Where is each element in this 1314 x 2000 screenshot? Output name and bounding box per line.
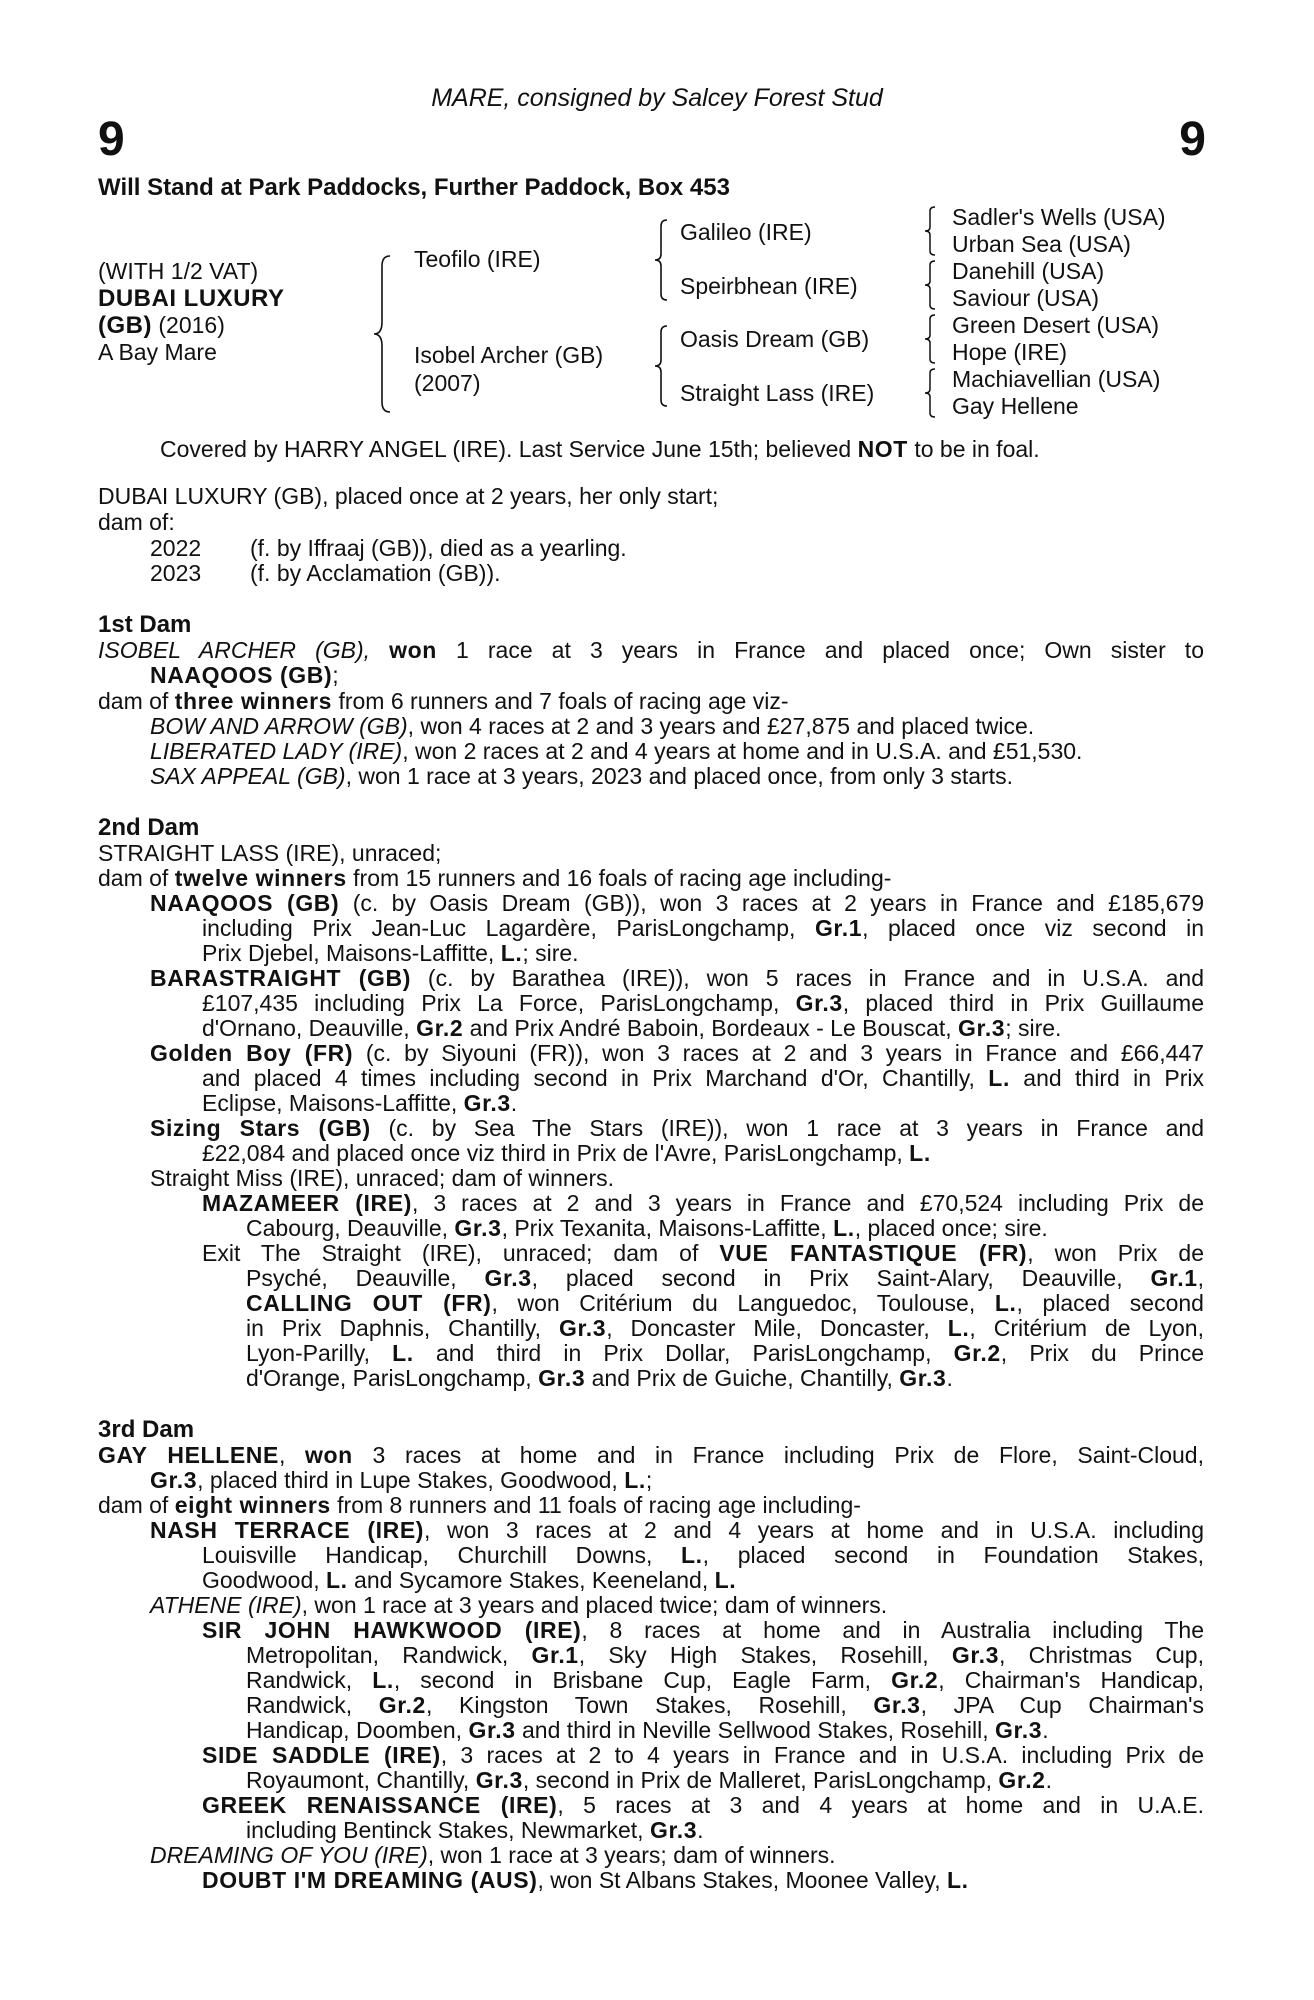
record-barastraight: BARASTRAIGHT (GB) (c. by Barathea (IRE)), won 5 races in France and in U.S.A. and [150, 965, 1205, 991]
record-line: CALLING OUT (FR), won Critérium du Languedoc, Toulouse, L., placed second [246, 1290, 1204, 1316]
record-side-saddle: SIDE SADDLE (IRE), 3 races at 2 to 4 years in France and in U.S.A. including Prix de [202, 1742, 1204, 1768]
pedigree-brace-main [370, 254, 394, 414]
first-dam-foal: BOW AND ARROW (GB), won 4 races at 2 and 3 years and £27,875 and placed twice. [150, 713, 1035, 739]
ped-sds: Danehill (USA) [952, 258, 1105, 284]
dam: Isobel Archer (GB) [414, 342, 604, 368]
record-greek-renaissance: GREEK RENAISSANCE (IRE), 5 races at 3 and 4 years at home and in U.A.E. [202, 1792, 1204, 1818]
record-line: Handicap, Doomben, Gr.3 and third in Neville Sellwood Stakes, Rosehill, Gr.3. [246, 1717, 1049, 1743]
dam-year: (2007) [414, 370, 481, 396]
first-dam-sister: NAAQOOS (GB); [150, 662, 339, 688]
vat-note: (WITH 1/2 VAT) [98, 258, 259, 284]
produce-year: 2022 [150, 535, 202, 561]
horse-identity [98, 258, 284, 366]
record-dreaming-of-you: DREAMING OF YOU (IRE), won 1 race at 3 years; dam of winners. [150, 1842, 836, 1868]
produce-text: (f. by Iffraaj (GB)), died as a yearling. [250, 535, 627, 561]
not-emphasis: NOT [857, 436, 908, 462]
horse-description: A Bay Mare [98, 339, 217, 365]
produce-year: 2023 [150, 560, 202, 586]
record-line: £22,084 and placed once viz third in Prix de l'Avre, ParisLongchamp, L. [202, 1140, 931, 1166]
record-line: including Bentinck Stakes, Newmarket, Gr.3. [246, 1817, 704, 1843]
record-golden-boy: Golden Boy (FR) (c. by Siyouni (FR)), won 3 races at 2 and 3 years in France and £66,447 [150, 1040, 1204, 1066]
covered-note: Covered by HARRY ANGEL (IRE). Last Service June 15th; believed NOT to be in foal. [160, 436, 1040, 462]
third-dam-heading: 3rd Dam [98, 1416, 195, 1443]
record-line: Goodwood, L. and Sycamore Stakes, Keeneland, L. [202, 1567, 737, 1593]
horse-year: (2016) [151, 312, 225, 338]
sire: Teofilo (IRE) [414, 246, 541, 272]
ped-dsd: Hope (IRE) [952, 339, 1068, 365]
produce-intro: DUBAI LUXURY (GB), placed once at 2 years, her only start; [98, 483, 719, 509]
third-dam-damof: dam of eight winners from 8 runners and 11 foals of racing age including- [98, 1492, 861, 1518]
record-nash-terrace: NASH TERRACE (IRE), won 3 races at 2 and 4 years at home and in U.S.A. including [150, 1517, 1204, 1543]
horse-country: (GB) [98, 312, 152, 339]
first-dam-foal: SAX APPEAL (GB), won 1 race at 3 years, 2023 and placed once, from only 3 starts. [150, 763, 1013, 789]
record-line: Randwick, Gr.2, Kingston Town Stakes, Rosehill, Gr.3, JPA Cup Chairman's [246, 1692, 1204, 1718]
record-line: in Prix Daphnis, Chantilly, Gr.3, Doncaster Mile, Doncaster, L., Critérium de Lyon, [246, 1315, 1204, 1341]
record-line: d'Orange, ParisLongchamp, Gr.3 and Prix de Guiche, Chantilly, Gr.3. [246, 1365, 953, 1391]
horse-name: DUBAI LUXURY [98, 285, 285, 312]
record-line: Royaumont, Chantilly, Gr.3, second in Prix de Malleret, ParisLongchamp, Gr.2. [246, 1767, 1052, 1793]
record-doubt-im-dreaming: DOUBT I'M DREAMING (AUS), won St Albans Stakes, Moonee Valley, L. [202, 1867, 969, 1893]
pedigree-brace-dam [652, 324, 670, 408]
record-line: Psyché, Deauville, Gr.3, placed second in Prix Saint-Alary, Deauville, Gr.1, [246, 1265, 1204, 1291]
second-dam-heading: 2nd Dam [98, 814, 200, 841]
first-dam-damof: dam of three winners from 6 runners and 7 foals of racing age viz- [98, 688, 789, 714]
consignor-title: MARE, consigned by Salcey Forest Stud [431, 84, 883, 112]
record-line: Metropolitan, Randwick, Gr.1, Sky High Stakes, Rosehill, Gr.3, Christmas Cup, [246, 1642, 1204, 1668]
record-line: and placed 4 times including second in Prix Marchand d'Or, Chantilly, L. and third in Prix [202, 1065, 1204, 1091]
sire-sire: Galileo (IRE) [680, 219, 812, 245]
second-dam-damof: dam of twelve winners from 15 runners and 16 foals of racing age including- [98, 865, 892, 891]
pedigree-brace-ss [922, 205, 938, 257]
dam-sire: Oasis Dream (GB) [680, 326, 870, 352]
record-line: including Prix Jean-Luc Lagardère, ParisLongchamp, Gr.1, placed once viz second in [202, 915, 1204, 941]
record-athene: ATHENE (IRE), won 1 race at 3 years and placed twice; dam of winners. [150, 1592, 888, 1618]
pedigree-brace-dd [922, 367, 938, 419]
second-dam-line1: STRAIGHT LASS (IRE), unraced; [98, 840, 442, 866]
record-naaqoos: NAAQOOS (GB) (c. by Oasis Dream (GB)), won 3 races at 2 years in France and £185,679 [150, 890, 1205, 916]
ped-sdd: Saviour (USA) [952, 285, 1099, 311]
ped-dds: Machiavellian (USA) [952, 366, 1161, 392]
record-line: Prix Djebel, Maisons-Laffitte, L.; sire. [202, 940, 579, 966]
ped-dss: Green Desert (USA) [952, 312, 1160, 338]
first-dam-line1: ISOBEL ARCHER (GB), won 1 race at 3 years in France and placed once; Own sister to [98, 637, 1204, 663]
pedigree-brace-sd [922, 259, 938, 311]
dam-dam: Straight Lass (IRE) [680, 380, 875, 406]
record-exit-the-straight: Exit The Straight (IRE), unraced; dam of VUE FANTASTIQUE (FR), won Prix de [202, 1240, 1204, 1266]
produce-text: (f. by Acclamation (GB)). [250, 560, 501, 586]
third-dam-line1: GAY HELLENE, won 3 races at home and in France including Prix de Flore, Saint-Cloud, [98, 1442, 1204, 1468]
produce-dam-of: dam of: [98, 509, 175, 535]
record-mazameer: MAZAMEER (IRE), 3 races at 2 and 3 years in France and £70,524 including Prix de [202, 1190, 1205, 1216]
record-line: Randwick, L., second in Brisbane Cup, Eagle Farm, Gr.2, Chairman's Handicap, [246, 1667, 1205, 1693]
record-line: Eclipse, Maisons-Laffitte, Gr.3. [202, 1090, 518, 1116]
record-sizing-stars: Sizing Stars (GB) (c. by Sea The Stars (IRE)), won 1 race at 3 years in France and [150, 1115, 1204, 1141]
record-sir-john-hawkwood: SIR JOHN HAWKWOOD (IRE), 8 races at home and in Australia including The [202, 1617, 1204, 1643]
pedigree-brace-sire [652, 218, 670, 302]
lot-number-left: 9 [98, 113, 125, 166]
lot-number-right: 9 [1179, 113, 1206, 166]
ped-ssd: Urban Sea (USA) [952, 231, 1131, 257]
record-line: Louisville Handicap, Churchill Downs, L., placed second in Foundation Stakes, [202, 1542, 1204, 1568]
first-dam-heading: 1st Dam [98, 611, 192, 638]
first-dam-foal: LIBERATED LADY (IRE), won 2 races at 2 and 4 years at home and in U.S.A. and £51,530. [150, 738, 1083, 764]
record-line: d'Ornano, Deauville, Gr.2 and Prix André Baboin, Bordeaux - Le Bouscat, Gr.3; sire. [202, 1015, 1062, 1041]
record-line: Lyon-Parilly, L. and third in Prix Dollar, ParisLongchamp, Gr.2, Prix du Prince [246, 1340, 1204, 1366]
record-line: Cabourg, Deauville, Gr.3, Prix Texanita, Maisons-Laffitte, L., placed once; sire. [246, 1215, 1048, 1241]
ped-ddd: Gay Hellene [952, 393, 1079, 419]
ped-sss: Sadler's Wells (USA) [952, 204, 1166, 230]
pedigree-brace-ds [922, 313, 938, 365]
stand-location: Will Stand at Park Paddocks, Further Paddock, Box 453 [98, 174, 730, 201]
third-dam-line2: Gr.3, placed third in Lupe Stakes, Goodwood, L.; [150, 1467, 653, 1493]
record-straight-miss: Straight Miss (IRE), unraced; dam of winners. [150, 1165, 614, 1191]
record-line: £107,435 including Prix La Force, ParisLongchamp, Gr.3, placed third in Prix Guillaume [202, 990, 1204, 1016]
sire-dam: Speirbhean (IRE) [680, 273, 858, 299]
